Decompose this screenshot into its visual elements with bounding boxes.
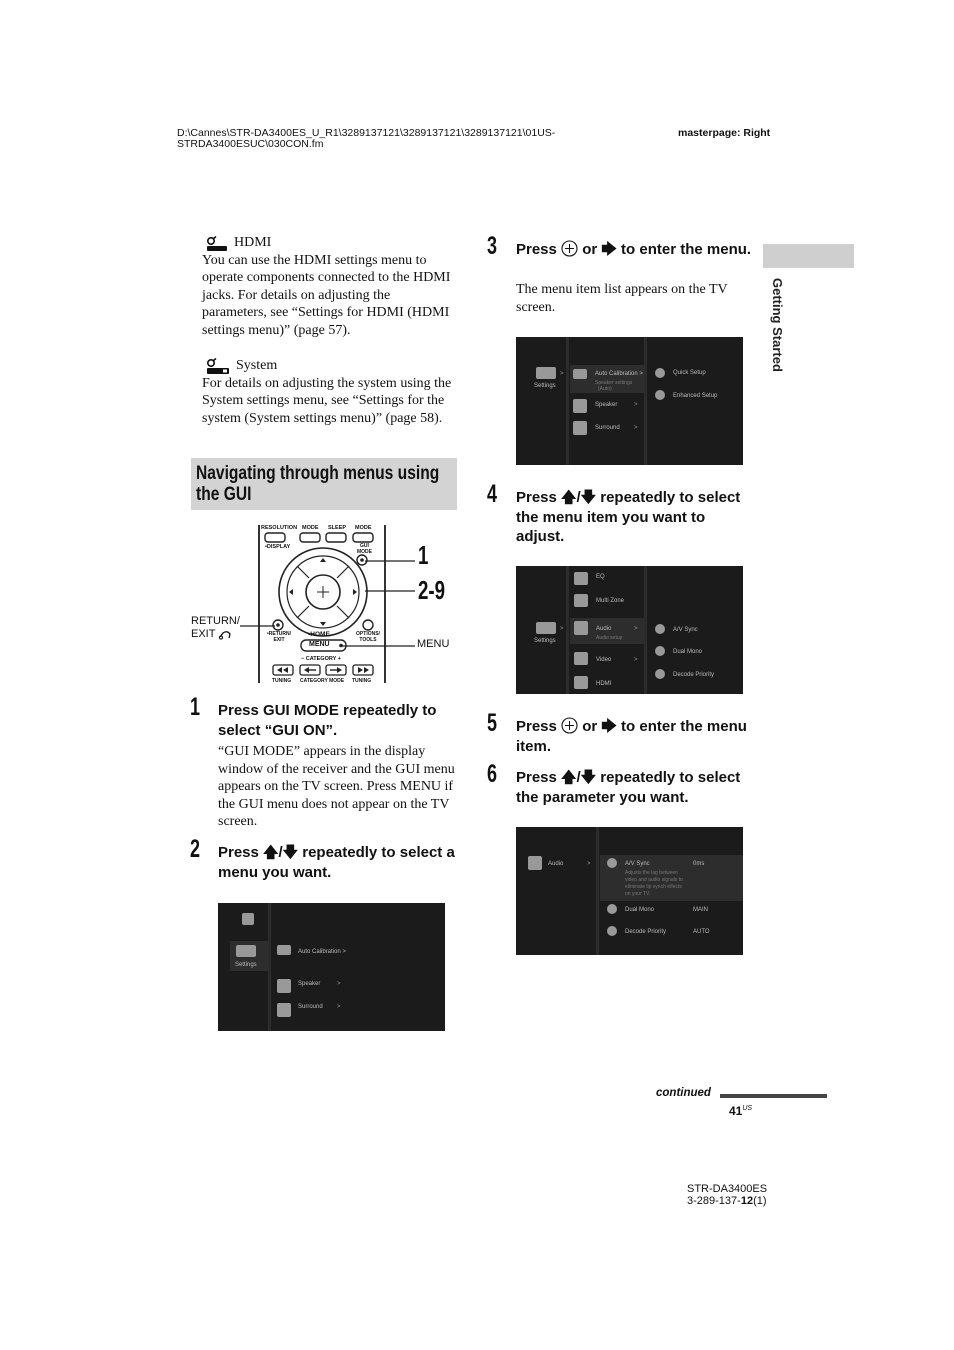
side-tab-label: Getting Started xyxy=(770,278,785,372)
decode-priority-item: Decode Priority xyxy=(673,672,715,678)
page-number-sup: US xyxy=(742,1105,753,1112)
av-sync-desc-4: on your TV. xyxy=(625,891,651,897)
step-6-title-c: repeatedly to select the parameter you want. xyxy=(516,769,741,806)
speaker-icon xyxy=(277,979,291,993)
decode-priority-param: Decode Priority xyxy=(625,929,667,935)
return-exit-label: •RETURN/ EXIT xyxy=(267,631,291,643)
step-3-title-a: Press xyxy=(516,241,562,258)
speaker-item: Speaker xyxy=(298,981,321,987)
step-6-title xyxy=(516,768,756,807)
step-1-number: 1 xyxy=(190,693,201,721)
eq-item: EQ xyxy=(596,574,605,580)
gui-mode-label-line-2: MODE xyxy=(357,548,372,555)
audio-note-icon xyxy=(574,621,588,635)
step-5-title-b: or xyxy=(578,718,602,735)
section-title-line-2: the GUI xyxy=(196,484,252,505)
model-info xyxy=(687,1183,767,1207)
settings-arrow: > xyxy=(560,371,564,377)
callout-menu: MENU xyxy=(417,638,450,650)
av-sync-value: 0ms xyxy=(693,861,705,867)
speaker-arrow: > xyxy=(337,981,341,987)
callout-steps-2-9: 2-9 xyxy=(418,575,446,605)
dual-mono-param: Dual Mono xyxy=(625,907,655,913)
audio-item: Audio xyxy=(596,626,612,632)
av-sync-param: A/V Sync xyxy=(625,861,650,867)
surround-item: Surround xyxy=(595,425,620,431)
hdmi-menu-description xyxy=(202,234,458,340)
quick-setup-icon xyxy=(655,368,665,378)
home-label: •HOME xyxy=(308,631,330,638)
surround-icon xyxy=(573,421,587,435)
gui-screen-step-2 xyxy=(218,903,445,1031)
category-label: − CATEGORY + xyxy=(301,656,341,662)
dual-mono-item: Dual Mono xyxy=(673,649,703,655)
step-5-title-c: to enter the menu item. xyxy=(516,718,747,755)
hdmi-item: HDMI xyxy=(596,681,612,687)
resolution-label: RESOLUTION xyxy=(261,525,298,531)
file-path-line-2: STRDA3400ESUC\030CON.fm xyxy=(177,138,324,150)
step-6-number: 6 xyxy=(487,760,498,788)
masterpage-label: masterpage: Right xyxy=(678,127,771,139)
model-code-a: 3-289-137- xyxy=(687,1195,741,1207)
step-2-title-c: repeatedly to select a menu you want. xyxy=(218,844,455,881)
enhanced-setup-icon xyxy=(655,390,665,400)
audio-arrow: > xyxy=(634,626,638,632)
step-5-title-a: Press xyxy=(516,718,562,735)
system-title: System xyxy=(236,358,278,373)
file-path-line-1: D:\Cannes\STR-DA3400ES_U_R1\3289137121\3289137121\3289137121\01US- xyxy=(177,127,556,139)
step-5-number: 5 xyxy=(487,709,498,737)
down-arrow-icon: 🡇 xyxy=(580,489,597,506)
speaker-item: Speaker xyxy=(595,402,618,408)
mode-label-1: MODE xyxy=(302,525,319,531)
step-5-title xyxy=(516,717,756,756)
mode-label-2: MODE xyxy=(355,525,372,531)
av-sync-desc-2: video and audio signals to xyxy=(625,877,683,883)
up-arrow-icon: 🡅 xyxy=(561,769,577,786)
step-4-title-a: Press xyxy=(516,489,562,506)
dual-mono-value: MAIN xyxy=(693,907,708,913)
step-6-title-b: / xyxy=(576,769,581,786)
display-label: •DISPLAY xyxy=(265,544,291,550)
speaker-arrow: > xyxy=(634,402,638,408)
settings-toolbox-icon xyxy=(536,367,556,379)
multi-zone-item: Multi Zone xyxy=(596,598,625,604)
surround-item: Surround xyxy=(298,1004,323,1010)
continued-label: continued xyxy=(656,1087,711,1099)
decode-priority-icon xyxy=(607,926,617,936)
surround-icon xyxy=(277,1003,291,1017)
decode-priority-icon xyxy=(655,669,665,679)
tuning-label-2: TUNING xyxy=(352,678,372,683)
step-3-text: The menu item list appears on the TV screen. xyxy=(516,282,728,315)
video-icon xyxy=(574,652,588,665)
av-sync-item: A/V Sync xyxy=(673,627,698,633)
dual-mono-icon xyxy=(655,646,665,656)
video-arrow: > xyxy=(634,657,638,663)
av-sync-icon xyxy=(655,624,665,634)
step-1-text: “GUI MODE” appears in the display window of the receiver and the GUI menu appears on the TV screen. Press MENU if the GUI menu does not appear on the TV screen. xyxy=(218,744,455,830)
step-3-number: 3 xyxy=(487,232,498,260)
system-menu-description xyxy=(202,357,458,427)
step-4-title-b: / xyxy=(576,489,581,506)
audio-note-icon xyxy=(528,856,542,870)
callout-return-exit xyxy=(191,615,240,641)
step-4-title-c: repeatedly to select the menu item you want to adjust. xyxy=(516,489,741,545)
right-arrow-icon: 🡆 xyxy=(601,718,617,735)
step-4-number: 4 xyxy=(487,480,498,508)
return-arrow-icon xyxy=(218,630,232,640)
model-code xyxy=(687,1195,767,1207)
down-arrow-icon: 🡇 xyxy=(282,844,299,861)
surround-arrow: > xyxy=(337,1004,341,1010)
model-name: STR-DA3400ES xyxy=(687,1183,768,1195)
gui-screen-step-4 xyxy=(516,566,743,694)
down-arrow-icon: 🡇 xyxy=(580,769,597,786)
dual-mono-icon xyxy=(607,904,617,914)
settings-arrow: > xyxy=(560,626,564,632)
step-3-title-b: or xyxy=(578,241,602,258)
step-3-title xyxy=(516,240,756,260)
auto-calibration-icon xyxy=(573,369,587,379)
side-tab-bar xyxy=(763,244,854,268)
right-arrow-icon: 🡆 xyxy=(601,241,617,258)
enter-button-icon xyxy=(561,240,578,257)
quick-setup-item: Quick Setup xyxy=(673,370,706,376)
step-2-title xyxy=(218,843,458,882)
settings-label: Settings xyxy=(534,383,556,389)
enter-button-icon xyxy=(561,717,578,734)
callout-step-1: 1 xyxy=(418,540,429,570)
model-code-b: 12 xyxy=(740,1195,754,1207)
tuning-label-1: TUNING xyxy=(272,678,292,683)
menu-button[interactable]: MENU xyxy=(309,641,330,648)
file-path-header xyxy=(177,128,555,150)
step-4-title xyxy=(516,488,756,547)
hdmi-text: You can use the HDMI settings menu to operate components connected to the HDMI jacks. For details on adjusting the parameters, see “Settings for HDMI (HDMI settings menu)” (page 57). xyxy=(202,252,451,338)
gui-screen-step-3 xyxy=(516,337,743,465)
top-menu-icon xyxy=(242,913,254,925)
section-heading xyxy=(191,458,457,510)
system-text: For details on adjusting the system using the System settings menu, see “Settings for the system (System settings menu)” (page 58). xyxy=(202,375,452,426)
sleep-label: SLEEP xyxy=(328,525,347,531)
settings-toolbox-icon xyxy=(236,945,256,957)
callout-return-line-2: EXIT xyxy=(191,628,216,640)
hdmi-menu-icon xyxy=(206,236,228,252)
options-tools-label: OPTIONS/ TOOLS xyxy=(356,631,380,643)
auto-calibration-item: Auto Calibration > xyxy=(595,371,643,377)
av-sync-desc-1: Adjusts the lag between xyxy=(625,870,679,876)
step-2-title-b: / xyxy=(278,844,283,861)
decode-priority-value: AUTO xyxy=(693,929,710,935)
av-sync-desc-3: eliminate lip synch effects xyxy=(625,884,682,890)
step-2-title-a: Press xyxy=(218,844,264,861)
av-sync-icon xyxy=(607,858,617,868)
hdmi-title: HDMI xyxy=(234,235,272,250)
speaker-settings-sub: Speaker settings xyxy=(595,380,633,386)
auto-sub: (Auto) xyxy=(598,386,612,392)
audio-label: Audio xyxy=(548,861,564,867)
continued-rule xyxy=(720,1094,827,1098)
step-6-title-a: Press xyxy=(516,769,562,786)
step-2-number: 2 xyxy=(190,835,201,863)
up-arrow-icon: 🡅 xyxy=(263,844,279,861)
hdmi-icon xyxy=(574,676,588,689)
system-menu-icon xyxy=(206,358,230,375)
auto-calibration-icon xyxy=(277,945,291,955)
model-code-c: (1) xyxy=(753,1195,767,1207)
category-mode-label: CATEGORY MODE xyxy=(300,678,345,683)
callout-return-line-1: RETURN/ xyxy=(191,615,240,627)
page-number-value: 41 xyxy=(729,1104,743,1118)
step-1-title: Press GUI MODE repeatedly to select “GUI ON”. xyxy=(218,702,437,739)
settings-label: Settings xyxy=(534,638,556,644)
multi-zone-icon xyxy=(574,594,588,607)
settings-label: Settings xyxy=(235,962,257,968)
page-number xyxy=(729,1104,752,1118)
enhanced-setup-item: Enhanced Setup xyxy=(673,393,718,399)
gui-mode-label-line-1: GUI xyxy=(360,543,369,549)
section-title-line-1: Navigating through menus using xyxy=(196,463,440,484)
surround-arrow: > xyxy=(634,425,638,431)
up-arrow-icon: 🡅 xyxy=(561,489,577,506)
audio-arrow: > xyxy=(587,861,591,867)
speaker-icon xyxy=(573,399,587,413)
gui-screen-step-6 xyxy=(516,827,743,955)
settings-toolbox-icon xyxy=(536,622,556,634)
step-3-title-c: to enter the menu. xyxy=(616,241,752,258)
video-item: Video xyxy=(596,657,612,663)
eq-icon xyxy=(574,572,588,585)
audio-setup-sub: Audio setup xyxy=(596,635,623,641)
auto-calibration-item: Auto Calibration > xyxy=(298,949,346,955)
